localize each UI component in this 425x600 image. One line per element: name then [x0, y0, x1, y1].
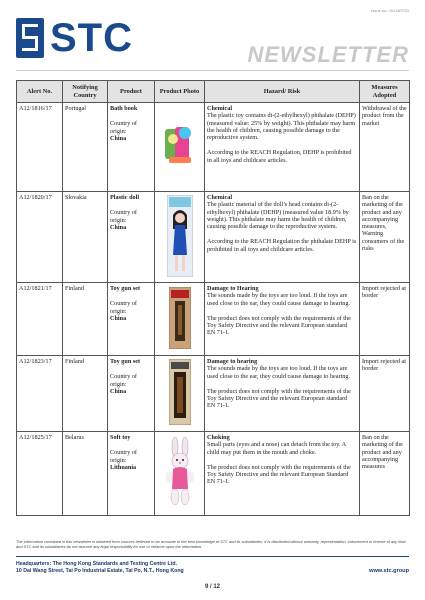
- alert-number: A12/1821/17: [17, 283, 63, 356]
- origin-label: Country of origin:: [110, 300, 137, 315]
- table-header-row: [17, 81, 410, 103]
- hazard-regulation: The product does not comply with the requirements of the Toy Safety Directive and the relevant European Standard EN 71-1.: [207, 463, 351, 486]
- measures-adopted: Ban on the marketing of the product and any accompanying measures, Warning consumers of the risks: [360, 192, 410, 283]
- hazard-regulation: The product does not comply with the requirements of the Toy Safety Directive and the relevant European standard EN 71-1.: [207, 314, 351, 337]
- measures-adopted: Import rejected at border: [360, 283, 410, 356]
- origin-country: China: [110, 223, 127, 231]
- soft-toy-bunny-image: [164, 437, 196, 507]
- origin-label: Country of origin:: [110, 120, 137, 135]
- alerts-table: [16, 80, 410, 516]
- alert-number: A12/1816/17: [17, 103, 63, 192]
- product-photo: [155, 192, 205, 283]
- plastic-doll-image: [167, 195, 193, 277]
- hazard-cell: [205, 283, 360, 356]
- notifying-country: Slovakia: [63, 192, 108, 283]
- product-name: Bath book: [110, 105, 138, 112]
- product-cell: [108, 283, 155, 356]
- hazard-description: The plastic toy contains di-(2-ethylhexyl) phthalate (DEHP) (measured value: 25% by weight). This phthalate may harm the health of children, causing possible damage to the reproductive system.: [207, 112, 356, 142]
- notifying-country: Portugal: [63, 103, 108, 192]
- toy-gun-set-image: [169, 359, 191, 425]
- col-header-hazard: Hazard/ Risk: [205, 81, 360, 103]
- hazard-title: Damage to Hearing: [207, 285, 259, 292]
- table-row: [17, 432, 410, 516]
- table-row: [17, 192, 410, 283]
- origin-country: China: [110, 314, 127, 322]
- product-cell: [108, 192, 155, 283]
- hazard-regulation: According to the REACH Regulation the phthalate DEHP is prohibited in all toys and childcare articles.: [207, 238, 357, 253]
- hazard-title: Chemical: [207, 105, 233, 112]
- origin-country: Lithuania: [110, 463, 137, 471]
- hazard-description: Small parts (eyes and a nose) can detach from the toy. A child may put them in the mouth and choke.: [207, 441, 346, 456]
- hazard-description: The plastic material of the doll’s head contains di-(2-ethylhexyl) phthalate (DEHP) (measured value 18.9% by weight). This phthalate may harm the health of children, causing possible damage to the reproductive system.: [207, 201, 349, 231]
- product-name: Plastic doll: [110, 194, 140, 201]
- website-link[interactable]: www.stc.group: [369, 568, 409, 574]
- headquarters-name: Headquarters: The Hong Kong Standards and Testing Centre Ltd.: [16, 561, 178, 567]
- origin-label: Country of origin:: [110, 209, 137, 224]
- col-header-product: Product: [108, 81, 155, 103]
- table-row: [17, 103, 410, 192]
- measures-adopted: Withdrawal of the product from the market: [360, 103, 410, 192]
- hazard-cell: [205, 192, 360, 283]
- page-number: 9 / 12: [204, 584, 220, 590]
- hazard-title: Chemical: [207, 194, 233, 201]
- product-photo: [155, 356, 205, 432]
- hazard-regulation: According to the REACH Regulation, DEHP is prohibited in all toys and childcare articles.: [207, 149, 352, 164]
- hazard-regulation: The product does not comply with the requirements of the Toy Safety Directive and the relevant European standard EN 71-1.: [207, 387, 351, 410]
- origin-country: China: [110, 134, 127, 142]
- product-name: Toy gun set: [110, 285, 141, 292]
- disclaimer-text: The information contained in this newsletter is obtained from sources believed to be accurate to the best knowledge of STC and its subsidiaries. It is distributed without warranty, representation, inducement or license of any kind and STC and its subsidiaries do not assume any legal responsibility for use or reliance upon the information.: [16, 539, 406, 549]
- hazard-cell: [205, 103, 360, 192]
- table-row: [17, 356, 410, 432]
- headquarters-address: 10 Dai Wang Street, Tai Po Industrial Estate, Tai Po, N.T., Hong Kong: [16, 568, 184, 574]
- hazard-description: The sounds made by the toys are too loud. If the toys are used close to the ear, they could cause damage to hearing.: [207, 365, 351, 380]
- alert-number: A12/1823/17: [17, 356, 63, 432]
- header-divider: [16, 70, 409, 71]
- table-row: [17, 283, 410, 356]
- issue-number: Issue no.: 01/18/TCD: [371, 8, 409, 13]
- notifying-country: Finland: [63, 283, 108, 356]
- hazard-cell: [205, 356, 360, 432]
- col-header-photo: Product Photo: [155, 81, 205, 103]
- notifying-country: Finland: [63, 356, 108, 432]
- product-cell: [108, 356, 155, 432]
- measures-adopted: Ban on the marketing of the product and any accompanying measures: [360, 432, 410, 516]
- product-photo: [155, 103, 205, 192]
- notifying-country: Belarus: [63, 432, 108, 516]
- product-cell: [108, 432, 155, 516]
- measures-adopted: Import rejected at border: [360, 356, 410, 432]
- origin-label: Country of origin:: [110, 449, 137, 464]
- hazard-title: Choking: [207, 434, 230, 441]
- footer-divider: [16, 556, 409, 557]
- alert-number: A12/1820/17: [17, 192, 63, 283]
- product-photo: [155, 432, 205, 516]
- col-header-country: Notifying Country: [63, 81, 108, 103]
- alert-number: A12/1825/17: [17, 432, 63, 516]
- origin-country: China: [110, 387, 127, 395]
- product-cell: [108, 103, 155, 192]
- col-header-alert: Alert No.: [17, 81, 63, 103]
- bath-book-image: [163, 123, 197, 169]
- product-name: Soft toy: [110, 434, 131, 441]
- newsletter-title: NEWSLETTER: [247, 42, 409, 67]
- toy-gun-set-image: [169, 287, 191, 349]
- origin-label: Country of origin:: [110, 373, 137, 388]
- stc-logo: [16, 18, 133, 58]
- hazard-cell: [205, 432, 360, 516]
- col-header-measures: Measures Adopted: [360, 81, 410, 103]
- product-name: Toy gun set: [110, 358, 141, 365]
- hazard-title: Damage to hearing: [207, 358, 258, 365]
- stc-logo-icon: [16, 18, 44, 58]
- brand-name: STC: [50, 16, 133, 60]
- hazard-description: The sounds made by the toys are too loud. If the toys are used close to the ear, they could cause damage to hearing.: [207, 292, 351, 307]
- product-photo: [155, 283, 205, 356]
